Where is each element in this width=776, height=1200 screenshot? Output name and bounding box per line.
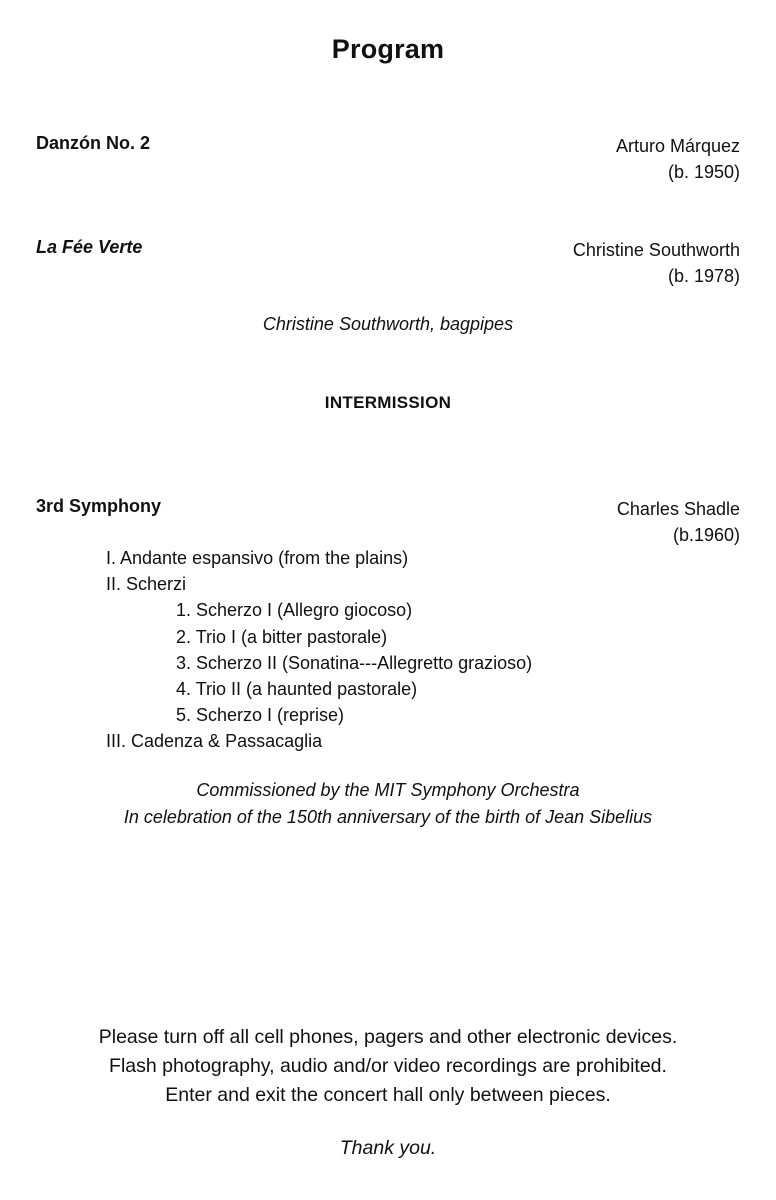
page-title: Program [331,34,445,64]
commission-note [0,777,776,830]
audience-notice [0,1023,776,1110]
movement-subitem: 3. Scherzo II (Sonatina---Allegretto grazioso) [176,652,533,673]
notice-line: Please turn off all cell phones, pagers and other electronic devices. [98,1026,678,1048]
intermission-heading: INTERMISSION [324,393,452,412]
movement-subitem: 5. Scherzo I (reprise) [176,705,345,726]
piece-title: La Fée Verte [36,237,143,257]
movement-item: I. Andante espansivo (from the plains) [106,548,409,568]
piece-title: Danzón No. 2 [36,133,151,153]
movement-item: III. Cadenza & Passacaglia [106,731,323,752]
movement-subitem: 4. Trio II (a haunted pastorale) [176,679,418,700]
movement-subitem: 2. Trio I (a bitter pastorale) [176,626,388,647]
thank-you-note: Thank you. [339,1137,437,1159]
composer-name: Christine Southworth [572,240,740,260]
commission-line: In celebration of the 150th anniversary of the birth of Jean Sibelius [123,806,653,827]
composer-dates: (b. 1978) [667,266,740,286]
performer-credit: Christine Southworth, bagpipes [262,314,514,334]
composer-block [616,133,740,185]
movement-subitem: 1. Scherzo I (Allegro giocoso) [176,600,413,621]
composer-name: Arturo Márquez [615,136,740,156]
composer-dates: (b.1960) [672,525,740,545]
notice-line: Enter and exit the concert hall only between pieces. [165,1084,611,1106]
movement-item: II. Scherzi [106,574,187,595]
composer-block [573,237,740,289]
composer-dates: (b. 1950) [667,162,740,182]
notice-line: Flash photography, audio and/or video recordings are prohibited. [109,1055,667,1077]
composer-block [617,496,740,548]
movement-list [106,545,532,755]
commission-line: Commissioned by the MIT Symphony Orchestra [196,780,580,800]
piece-title: 3rd Symphony [36,496,162,516]
composer-name: Charles Shadle [616,499,740,519]
